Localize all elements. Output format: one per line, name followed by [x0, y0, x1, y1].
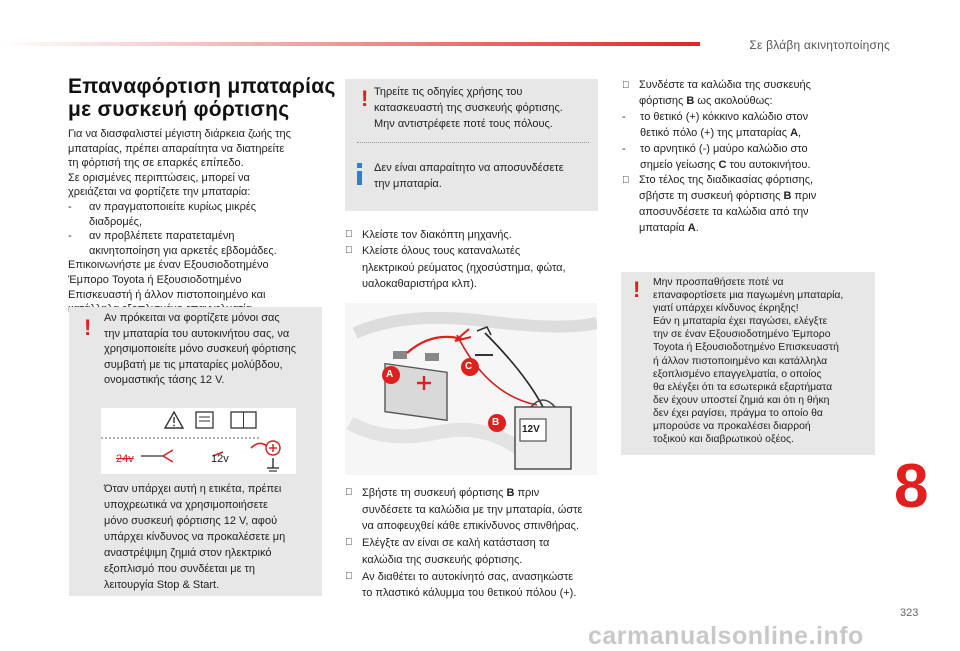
dash-item-text: αν πραγματοποιείτε κυρίως μικρές: [89, 200, 257, 213]
warning-line: ή άλλον πιστοποιημένο και κατάλληλα: [653, 355, 828, 367]
dash-item-text: αν προβλέπετε παρατεταμένη: [89, 230, 235, 243]
list-item: Συνδέστε τα καλώδια της συσκευής φόρτισης B ως ακολούθως:: [639, 79, 811, 107]
warning-line: μόνο συσκευή φόρτισης 12 V, αφού: [104, 515, 278, 527]
stop-start-text: [104, 481, 319, 593]
label-c: C: [465, 361, 473, 372]
warning-line: ονομαστικής τάσης 12 V.: [104, 374, 225, 387]
dash-item: - αν προβλέπετε παρατεταμένη ακινητοποίηση για αρκετές εβδομάδες.: [68, 230, 277, 257]
warning-line: υποχρεωτικά να χρησιμοποιήσετε: [104, 499, 268, 511]
intro-text: [68, 127, 323, 317]
dash-item: - αν πραγματοποιείτε κυρίως μικρές διαδρομές,: [68, 200, 257, 228]
warning-line: αναστρέψιμη ζημιά στον ηλεκτρικό: [104, 547, 272, 559]
warning-line: θα ελέγξει ότι τα εσωτερικά εξαρτήματα: [653, 381, 833, 393]
label-a: A: [386, 369, 394, 380]
warning-line: Μην αντιστρέφετε ποτέ τους πόλους.: [374, 117, 553, 130]
warning-icon: !: [633, 277, 641, 302]
contact-line: Επικοινωνήστε με έναν Εξουσιοδοτημένο: [68, 259, 269, 272]
section-title: Σε βλάβη ακινητοποίησης: [749, 38, 890, 52]
warning-box-12v: [69, 307, 322, 596]
frozen-battery-warning-box: [621, 272, 875, 455]
warning-line: Όταν υπάρχει αυτή η ετικέτα, πρέπει: [104, 483, 282, 495]
warning-icon: !: [361, 86, 369, 111]
watermark: carmanualsonline.info: [588, 622, 864, 650]
header-accent-bar: [0, 42, 700, 46]
list-item: Κλείστε όλους τους καταναλωτές ηλεκτρικού ρεύματος (ηχοσύστημα, φώτα, υαλοκαθαριστήρα κλπ).: [362, 245, 566, 290]
warning-line: την σε έναν Εξουσιοδοτημένο Έμπορο: [653, 329, 831, 341]
warning-line: Εάν η μπαταρία έχει παγώσει, ελέγξτε: [653, 316, 828, 328]
label-24v: 24v: [116, 453, 134, 465]
warning-line: εξοπλισμό που συνδέεται με τη: [104, 563, 255, 575]
intro-line: τη φόρτισή της σε επαρκές επίπεδο.: [68, 157, 244, 170]
dash-item-text: ακινητοποίηση για αρκετές εβδομάδες.: [89, 244, 277, 257]
dash-item-text: διαδρομές,: [89, 215, 143, 228]
info-text: [374, 161, 596, 193]
warning-line: δεν έχουν υποστεί ζημιά και ότι η θήκη: [653, 394, 830, 406]
polarity-warning: [374, 85, 596, 132]
label-b: B: [492, 417, 500, 428]
battery-charger-diagram: [345, 303, 597, 475]
info-line: Δεν είναι απαραίτητο να αποσυνδέσετε: [374, 162, 564, 174]
contact-line: Έμπορο Toyota ή Εξουσιοδοτημένο: [68, 273, 242, 286]
steps-list-2: [345, 485, 607, 602]
list-item: Κλείστε τον διακόπτη μηχανής.: [362, 229, 512, 241]
chapter-tab: [889, 452, 960, 522]
intro-line: Σε ορισμένες περιπτώσεις, μπορεί να: [68, 171, 250, 184]
warning-line: μπορούσε να προκαλέσει διαρροή: [653, 421, 811, 433]
title-line-2: με συσκευή φόρτισης: [68, 98, 290, 121]
warning-line: συμβατή με τις μπαταρίες μολύβδου,: [104, 358, 283, 371]
warning-line: γιατί υπάρχει κίνδυνος έκρηξης!: [653, 303, 799, 315]
warning-line: Toyota ή Εξουσιοδοτημένο Επισκευαστή: [653, 342, 839, 354]
label-12v: 12v: [211, 453, 229, 465]
charging-illustration: [345, 303, 597, 475]
page-number: 323: [900, 607, 919, 619]
steps-list-3: [622, 78, 884, 237]
sub-item: - το αρνητικό (-) μαύρο καλώδιο στο σημείο γείωσης C του αυτοκινήτου.: [622, 142, 811, 171]
warning-line: κατασκευαστή της συσκευής φόρτισης.: [374, 101, 563, 114]
warning-line: δεν έχει ραγίσει, πράγμα το οποίο θα: [653, 407, 823, 419]
intro-line: Για να διασφαλιστεί μέγιστη διάρκεια ζωής της: [68, 128, 291, 140]
frozen-battery-text: [653, 276, 873, 446]
page-title: [68, 75, 336, 121]
contact-line: Επισκευαστή ή άλλον πιστοποιημένο και: [68, 288, 266, 301]
list-item: Στο τέλος της διαδικασίας φόρτισης, σβήστε τη συσκευή φόρτισης B πριν αποσυνδέσετε τα καλώδια από την μπαταρία A.: [639, 174, 817, 235]
list-item: Αν διαθέτει το αυτοκίνητό σας, ανασηκώστε το πλαστικό κάλυμμα του θετικού πόλου (+).: [362, 570, 577, 600]
intro-line: χρειάζεται να φορτίζετε την μπαταρία:: [68, 186, 251, 199]
warning-icon: !: [84, 315, 92, 340]
warning-text: [104, 311, 319, 389]
divider: [357, 142, 589, 143]
warning-line: Τηρείτε τις οδηγίες χρήσης του: [374, 86, 523, 98]
warning-line: υπάρχει κίνδυνος να προκαλέσετε μη: [104, 531, 286, 543]
charger-voltage-label: 12V: [522, 424, 540, 435]
list-item: Σβήστε τη συσκευή φόρτισης B πριν συνδέσετε τα καλώδια με την μπαταρία, ώστε να αποφευχθεί κάθε επικίνδυνος σπινθήρας.: [362, 487, 583, 533]
steps-list-1: [345, 227, 600, 292]
info-icon: [357, 163, 363, 185]
warning-line: τοξικού και διαβρωτικού οξέος.: [653, 434, 794, 446]
warning-line: την μπαταρία του αυτοκινήτου σας, να: [104, 327, 290, 340]
warning-line: λειτουργία Stop & Start.: [104, 579, 220, 591]
sub-item: - το θετικό (+) κόκκινο καλώδιο στον θετικό πόλο (+) της μπαταρίας A,: [622, 110, 809, 139]
list-item: Ελέγξτε αν είναι σε καλή κατάσταση τα καλώδια της συσκευής φόρτισης.: [362, 537, 550, 566]
warning-line: επαναφορτίσετε μια παγωμένη μπαταρία,: [653, 290, 844, 302]
voltage-label-illustration: [101, 408, 296, 474]
warning-line: Μην προσπαθήσετε ποτέ να: [653, 277, 784, 288]
chapter-number: 8: [894, 452, 929, 521]
warning-line: χρησιμοποιείτε μόνο συσκευή φόρτισης: [104, 343, 296, 356]
notes-box: [345, 79, 598, 211]
info-line: την μπαταρία.: [374, 177, 442, 190]
warning-line: εξοπλισμένο επαγγελματία, ο οποίος: [653, 368, 822, 380]
intro-line: μπαταρίας, πρέπει απαραίτητα να διατηρείτε: [68, 142, 285, 155]
title-line-1: Επαναφόρτιση μπαταρίας: [68, 75, 336, 98]
warning-line: Αν πρόκειται να φορτίζετε μόνοι σας: [104, 312, 280, 324]
